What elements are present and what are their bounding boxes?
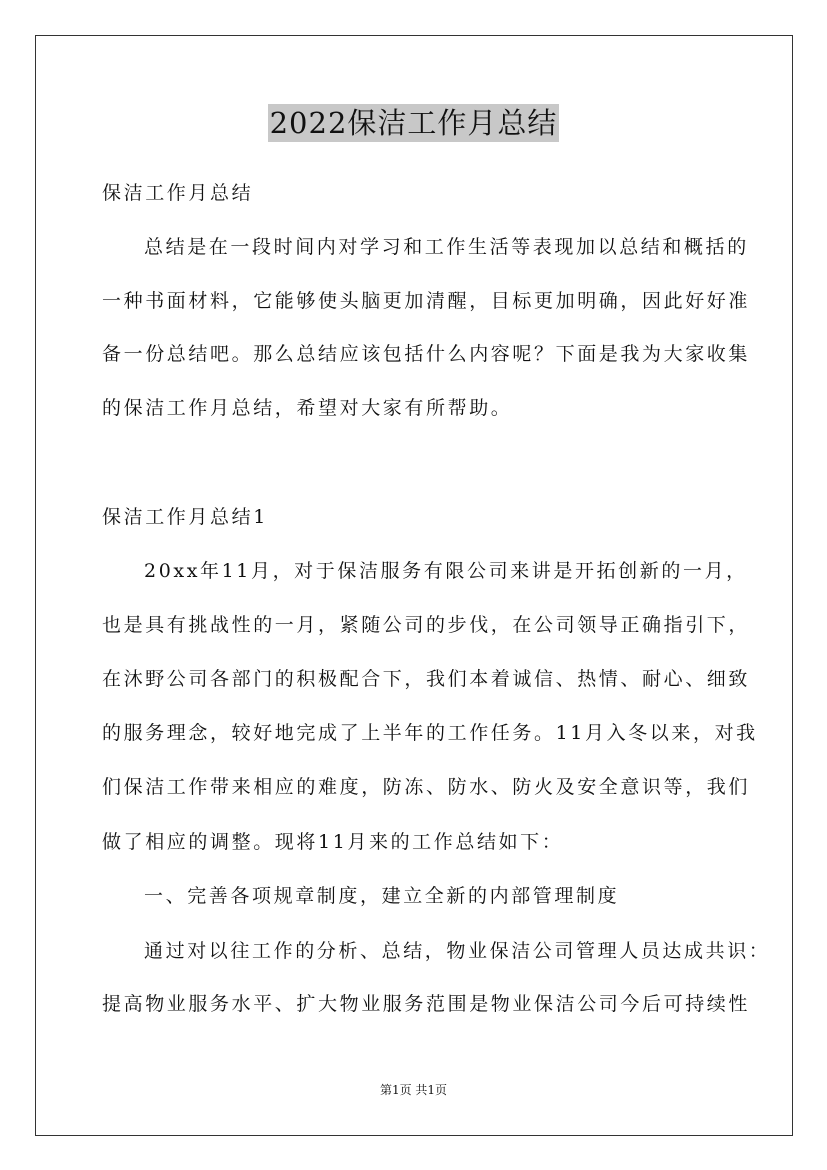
paragraph-line: 的保洁工作月总结，希望对大家有所帮助。 [102,397,513,419]
paragraph-line: 通过对以往工作的分析、总结，物业保洁公司管理人员达成共识： [144,940,771,962]
paragraph-line: 在沐野公司各部门的积极配合下，我们本着诚信、热情、耐心、细致 [102,668,751,690]
paragraph-line: 们保洁工作带来相应的难度，防冻、防水、防火及安全意识等，我们 [102,776,751,798]
paragraph-line: 的服务理念，较好地完成了上半年的工作任务。11月入冬以来，对我 [102,722,758,744]
paragraph-line: 提高物业服务水平、扩大物业服务范围是物业保洁公司今后可持续性 [102,993,751,1015]
paragraph-line: 一种书面材料，它能够使头脑更加清醒，目标更加明确，因此好好准 [102,290,751,312]
paragraph-line: 做了相应的调整。现将11月来的工作总结如下： [102,831,564,853]
paragraph-line: 20xx年11月，对于保洁服务有限公司来讲是开拓创新的一月， [144,560,748,582]
paragraph-line: 也是具有挑战性的一月，紧随公司的步伐，在公司领导正确指引下， [102,614,751,636]
section-heading: 保洁工作月总结 [102,182,254,204]
subheading: 一、完善各项规章制度，建立全新的内部管理制度 [144,885,620,907]
paragraph-line: 备一份总结吧。那么总结应该包括什么内容呢？下面是我为大家收集 [102,343,751,365]
paragraph-line: 总结是在一段时间内对学习和工作生活等表现加以总结和概括的 [144,236,749,258]
title-container [0,104,827,142]
document-title: 2022保洁工作月总结 [269,106,558,140]
page-footer: 第1页 共1页 [379,1083,448,1097]
section-heading: 保洁工作月总结1 [102,506,268,528]
